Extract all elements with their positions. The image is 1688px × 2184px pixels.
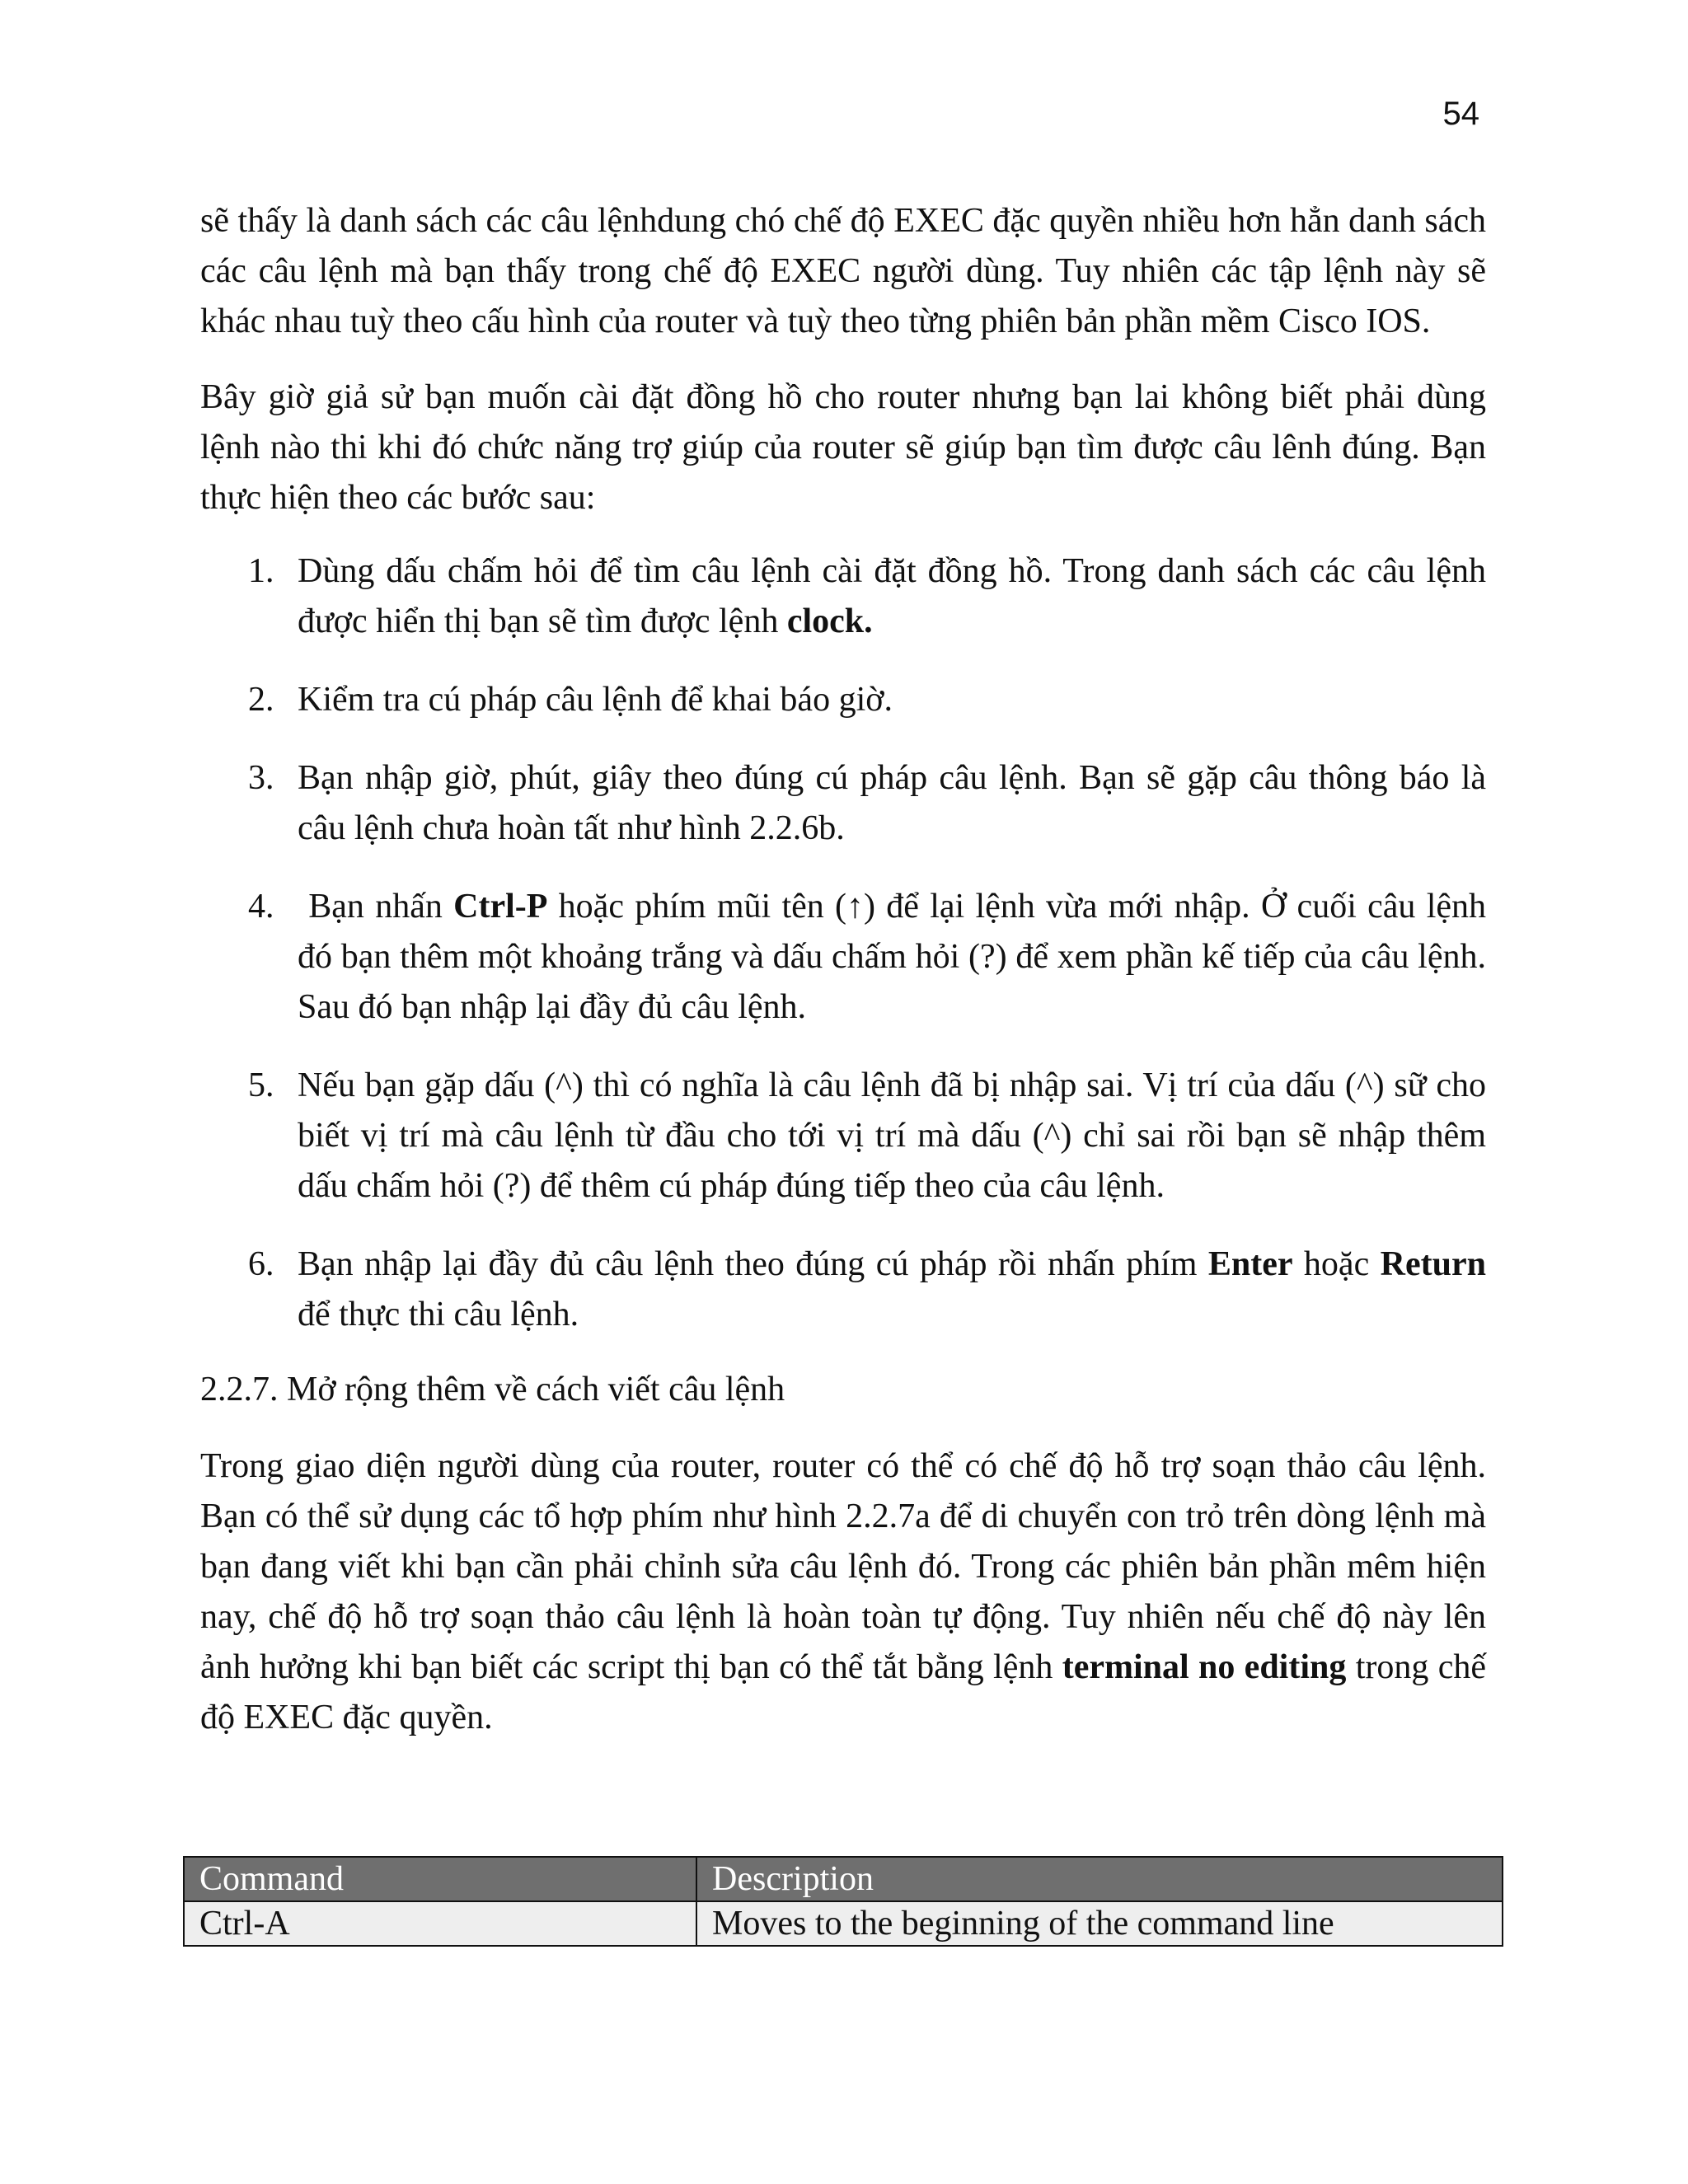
table-cell-command: Ctrl-A [184,1901,696,1946]
list-text: Nếu bạn gặp dấu (^) thì có nghĩa là câu lệnh đã bị nhập sai. Vị trí của dấu (^) sữ cho biết vị trí mà câu lệnh từ đầu cho tới vị trí mà dấu (^) chỉ sai rồi bạn sẽ nhập thêm dấu chấm hỏi (?) để thêm cú pháp đúng tiếp theo của câu lệnh. [298,1066,1486,1205]
list-item [200,882,1495,1033]
list-text: Kiểm tra cú pháp câu lệnh để khai báo giờ. [298,681,893,719]
table-header-description: Description [696,1857,1503,1901]
list-number: 6. [248,1245,274,1283]
list-text: Bạn nhập lại đầy đủ câu lệnh theo đúng cú pháp rồi nhấn phím Enter hoặc Return để thực thi câu lệnh. [298,1245,1486,1333]
list-number: 5. [248,1066,274,1104]
table-row [184,1901,1503,1946]
paragraph-2: Bây giờ giả sử bạn muốn cài đặt đồng hồ cho router nhưng bạn lai không biết phải dùng lệnh nào thi khi đó chức năng trợ giúp của router sẽ giúp bạn tìm được câu lênh đúng. Bạn thực hiện theo các bước sau: [200,378,1486,517]
table-header-command: Command [184,1857,696,1901]
list-number: 1. [248,552,274,590]
key-commands-table [183,1856,1503,1947]
page-body [200,196,1495,1743]
list-item [200,1240,1486,1340]
steps-list [200,546,1495,1340]
page-number: 54 [1442,96,1479,132]
list-number: 2. [248,681,274,719]
list-item [200,1061,1486,1212]
table-header-row [184,1857,1503,1901]
section-heading: 2.2.7. Mở rộng thêm về cách viết câu lệnh [200,1371,785,1408]
paragraph-1: sẽ thấy là danh sách các câu lệnhdung chó chế độ EXEC đặc quyền nhiều hơn hẳn danh sách các câu lệnh mà bạn thấy trong chế độ EXEC người dùng. Tuy nhiên các tập lệnh này sẽ khác nhau tuỳ theo cấu hình của router và tuỳ theo từng phiên bản phần mềm Cisco IOS. [200,202,1486,340]
table-cell-description: Moves to the beginning of the command line [696,1901,1503,1946]
list-number: 3. [248,759,274,797]
list-text: Bạn nhập giờ, phút, giây theo đúng cú pháp câu lệnh. Bạn sẽ gặp câu thông báo là câu lệnh chưa hoàn tất như hình 2.2.6b. [298,759,1486,847]
list-number: 4. [248,888,274,926]
list-text: Bạn nhấn Ctrl-P hoặc phím mũi tên (↑) để lại lệnh vừa mới nhập. Ở cuối câu lệnh đó bạn thêm một khoảng trắng và dấu chấm hỏi (?) để xem phần kế tiếp của câu lệnh. Sau đó bạn nhập lại đầy đủ câu lệnh. [298,888,1495,1026]
list-item [200,753,1486,854]
list-item [200,546,1486,647]
list-item [200,675,1486,725]
list-text: Dùng dấu chấm hỏi để tìm câu lệnh cài đặt đồng hồ. Trong danh sách các câu lệnh được hiển thị bạn sẽ tìm được lệnh clock. [298,552,1486,640]
paragraph-3: Trong giao diện người dùng của router, router có thể có chế độ hỗ trợ soạn thảo câu lệnh. Bạn có thể sử dụng các tổ hợp phím như hình 2.2.7a để di chuyển con trỏ trên dòng lệnh mà bạn đang viết khi bạn cần phải chỉnh sửa câu lệnh đó. Trong các phiên bản phần mêm hiện nay, chế độ hỗ trợ soạn thảo câu lệnh là hoàn toàn tự động. Tuy nhiên nếu chế độ này lên ảnh hưởng khi bạn biết các script thị bạn có thể tắt bằng lệnh terminal no editing trong chế độ EXEC đặc quyền. [200,1447,1486,1736]
